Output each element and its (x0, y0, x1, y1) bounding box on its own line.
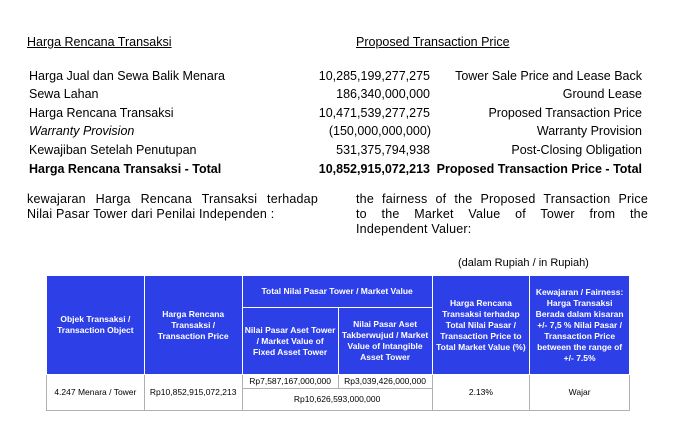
heading-right: Proposed Transaction Price (356, 35, 510, 49)
cell-price: Rp10,852,915,072,213 (144, 375, 242, 411)
row-label-id: Harga Rencana Transaksi (29, 106, 174, 120)
row-value: 531,375,794,938 (336, 143, 430, 157)
row-label-id: Kewajiban Setelah Penutupan (29, 143, 197, 157)
header-fairness: Kewajaran / Fairness: Harga Transaksi Berada dalam kisaran +/- 7,5 % Nilai Pasar / Transaction Price between the range of +/- 7.5% (530, 276, 630, 375)
paragraph-right (356, 192, 648, 237)
cell-ratio: 2.13% (432, 375, 530, 411)
row-label-en: Warranty Provision (536, 124, 642, 138)
total-label-id: Harga Rencana Transaksi - Total (29, 162, 222, 176)
header-object: Objek Transaksi / Transaction Object (47, 276, 145, 375)
row-value: (150,000,000,000) (328, 124, 431, 138)
cell-intangible: Rp3,039,426,000,000 (338, 375, 432, 389)
row-value: 10,471,539,277,275 (318, 106, 430, 120)
row-value: 186,340,000,000 (336, 87, 430, 101)
header-ratio: Harga Rencana Transaksi terhadap Total Nilai Pasar / Transaction Price to Total Market Value (%) (432, 276, 530, 375)
row-label-en: Tower Sale Price and Lease Back (455, 69, 642, 83)
paragraph-right-line: to the Market Value of Tower from the (356, 207, 648, 221)
header-intangible: Nilai Pasar Aset Takberwujud / Market Value of Intangible Asset Tower (338, 308, 432, 375)
heading-left: Harga Rencana Transaksi (27, 35, 172, 49)
cell-fixed-asset: Rp7,587,167,000,000 (242, 375, 338, 389)
paragraph-left (27, 192, 318, 222)
cell-total-market: Rp10,626,593,000,000 (242, 389, 432, 411)
row-label-id: Warranty Provision (29, 124, 135, 138)
cell-fairness: Wajar (530, 375, 630, 411)
total-value: 10,852,915,072,213 (318, 162, 430, 176)
row-label-en: Post-Closing Obligation (511, 143, 642, 157)
currency-note: (dalam Rupiah / in Rupiah) (458, 257, 589, 269)
row-label-id: Harga Jual dan Sewa Balik Menara (29, 69, 225, 83)
row-label-id: Sewa Lahan (29, 87, 99, 101)
cell-object: 4.247 Menara / Tower (47, 375, 145, 411)
total-label-en: Proposed Transaction Price - Total (436, 162, 642, 176)
row-value: 10,285,199,277,275 (318, 69, 430, 83)
header-total-market: Total Nilai Pasar Tower / Market Value (242, 276, 432, 308)
paragraph-left-line: Nilai Pasar Tower dari Penilai Independen : (27, 207, 275, 221)
header-price: Harga Rencana Transaksi / Transaction Price (144, 276, 242, 375)
row-label-en: Proposed Transaction Price (488, 106, 642, 120)
row-label-en: Ground Lease (562, 87, 642, 101)
paragraph-right-line: the fairness of the Proposed Transaction Price (356, 192, 648, 206)
paragraph-right-line: Independent Valuer: (356, 222, 472, 236)
header-fixed-asset: Nilai Pasar Aset Tower / Market Value of Fixed Asset Tower (242, 308, 338, 375)
paragraph-left-line: kewajaran Harga Rencana Transaksi terhadap (27, 192, 318, 206)
fairness-table (46, 275, 630, 411)
